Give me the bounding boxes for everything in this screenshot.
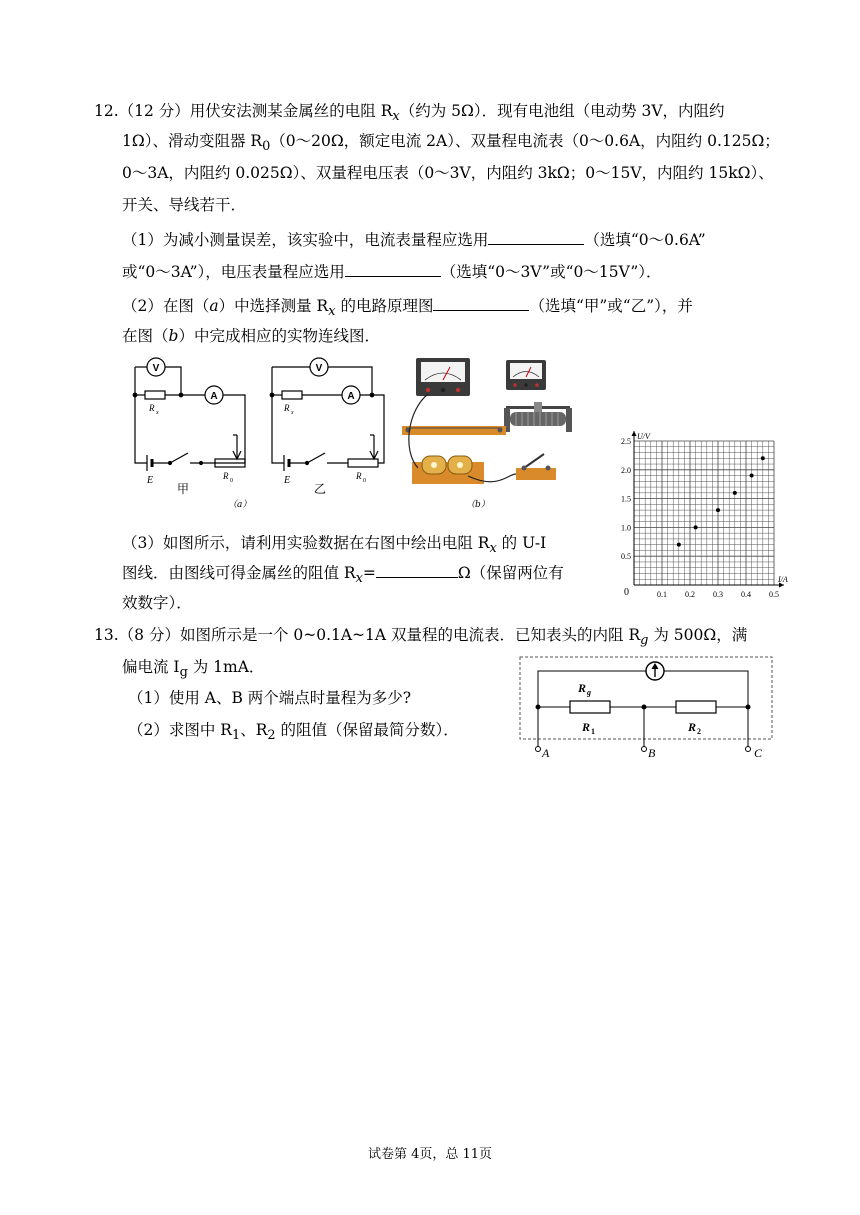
q13-part2: （2）求图中 $R_1$、$R_2$ 的阻值（保留最简分数）． — [128, 721, 459, 744]
q12-line1: 12.（12 分）用伏安法测某金属丝的电阻 $R_x$（约为 5Ω）．现有电池组（电动势 3V，内阻约 — [94, 102, 725, 125]
voltmeter-device-icon — [416, 358, 470, 396]
apparatus-photo-b — [398, 350, 598, 495]
svg-text:R: R — [284, 403, 290, 413]
x-tick-label: 0.1 — [657, 590, 667, 599]
q12-part1-line1: （1）为减小测量误差，该实验中，电流表量程应选用 （选填“0～0.6A” — [122, 231, 706, 249]
y-tick-label: 0.5 — [621, 552, 631, 562]
switch-device-icon — [516, 454, 556, 480]
q12-part1-line2: 或“0～3A”），电压表量程应选用 （选填“0～3V”或“0～15V”）． — [122, 263, 662, 281]
battery-box-icon — [412, 456, 484, 484]
x-tick-label: 0.2 — [685, 590, 695, 599]
y-tick-label: 2.0 — [621, 465, 631, 475]
svg-text:R: R — [578, 681, 587, 695]
data-point — [694, 525, 698, 529]
x-tick-label: 0.5 — [769, 590, 779, 599]
svg-text:E: E — [284, 475, 291, 486]
u-i-chart — [616, 425, 790, 605]
svg-text:g: g — [587, 688, 591, 697]
data-point — [750, 474, 754, 478]
q13-line2: 偏电流 $I_g$ 为 1mA． — [122, 658, 265, 681]
svg-text:R: R — [223, 471, 229, 481]
label-jia: 甲 — [177, 482, 190, 496]
q12-part3-line2: 图线．由图线可得金属丝的阻值 $R_x= \Omega$（保留两位有 — [122, 564, 564, 587]
svg-text:R: R — [582, 720, 591, 734]
chart-xlabel: I/A — [778, 575, 788, 584]
q12-part2-line1: （2）在图（a）中选择测量 $R_x$ 的电路原理图 （选填“甲”或“乙”），并 — [122, 297, 693, 320]
svg-text:2: 2 — [697, 727, 701, 736]
page-footer: 试卷第 4页，总 11页 — [367, 1147, 493, 1162]
y-axis-arrow-icon — [632, 431, 637, 436]
answer-blank-resistance[interactable] — [376, 577, 458, 578]
ammeter-label: A — [210, 391, 218, 402]
data-point — [761, 456, 765, 460]
chart-ylabel: U/V — [637, 432, 650, 441]
data-point — [677, 543, 681, 547]
q12-line4: 开关、导线若干． — [122, 196, 247, 214]
ammeter-device-icon — [506, 360, 546, 390]
q12-part2-line2: 在图（b）中完成相应的实物连线图． — [122, 327, 380, 345]
metal-wire-board-icon — [402, 426, 506, 435]
answer-blank-current-range[interactable] — [488, 244, 584, 245]
dual-range-ammeter-circuit — [518, 655, 776, 760]
svg-text:x: x — [156, 410, 159, 416]
svg-text:1: 1 — [591, 727, 595, 736]
svg-text:0: 0 — [363, 478, 366, 484]
y-tick-label: 2.5 — [621, 437, 631, 446]
caption-a: （a） — [228, 500, 252, 510]
chart-origin-label: 0 — [624, 587, 629, 598]
chart-axes — [632, 431, 785, 588]
svg-text:0: 0 — [230, 478, 233, 484]
y-tick-label: 1.5 — [621, 494, 631, 504]
x-tick-label: 0.3 — [713, 590, 723, 599]
x-tick-label: 0.4 — [741, 590, 751, 599]
svg-text:E: E — [147, 475, 154, 486]
y-tick-label: 1.0 — [621, 523, 631, 533]
data-point — [733, 491, 737, 495]
q12-part3-line1: （3）如图所示，请利用实验数据在右图中绘出电阻 $R_x$ 的 U-I — [122, 534, 547, 557]
label-yi: 乙 — [314, 482, 327, 496]
q12-line3: 0～3A，内阻约 0.025Ω）、双量程电压表（0～3V，内阻约 3kΩ；0～15V，内阻约 15kΩ）、 — [122, 164, 774, 182]
data-point — [716, 508, 720, 512]
svg-text:C: C — [754, 746, 763, 760]
voltmeter-label: V — [315, 363, 323, 374]
caption-b: （b） — [466, 500, 490, 510]
ammeter-label: A — [347, 391, 355, 402]
circuit-diagram-jia — [125, 355, 255, 495]
svg-text:R: R — [688, 720, 697, 734]
svg-text:R: R — [149, 403, 155, 413]
rheostat-device-icon — [504, 402, 572, 432]
q13-part1: （1）使用 A、B 两个端点时量程为多少? — [128, 689, 412, 707]
circuit-diagram-yi — [262, 355, 392, 495]
svg-text:A: A — [542, 746, 550, 760]
svg-text:R: R — [356, 471, 362, 481]
q12-part3-line3: 效数字）． — [122, 594, 192, 612]
q13-line1: 13.（8 分）如图所示是一个 0~0.1A~1A 双量程的电流表．已知表头的内阻 $R_g$ 为 500Ω，满 — [94, 626, 748, 649]
answer-blank-voltage-range[interactable] — [345, 276, 441, 277]
chart-grid — [634, 441, 774, 585]
svg-text:x: x — [291, 410, 294, 416]
voltmeter-label: V — [152, 363, 160, 374]
svg-text:B: B — [648, 746, 656, 760]
chart-ticks — [621, 437, 779, 599]
q12-line2: 1Ω）、滑动变阻器 $R_0(0\sim 20\Omega$，额定电流 2A）、双量程电流表（0～0.6A，内阻约 0.125Ω； — [122, 132, 780, 155]
answer-blank-circuit-choice[interactable] — [433, 310, 529, 311]
